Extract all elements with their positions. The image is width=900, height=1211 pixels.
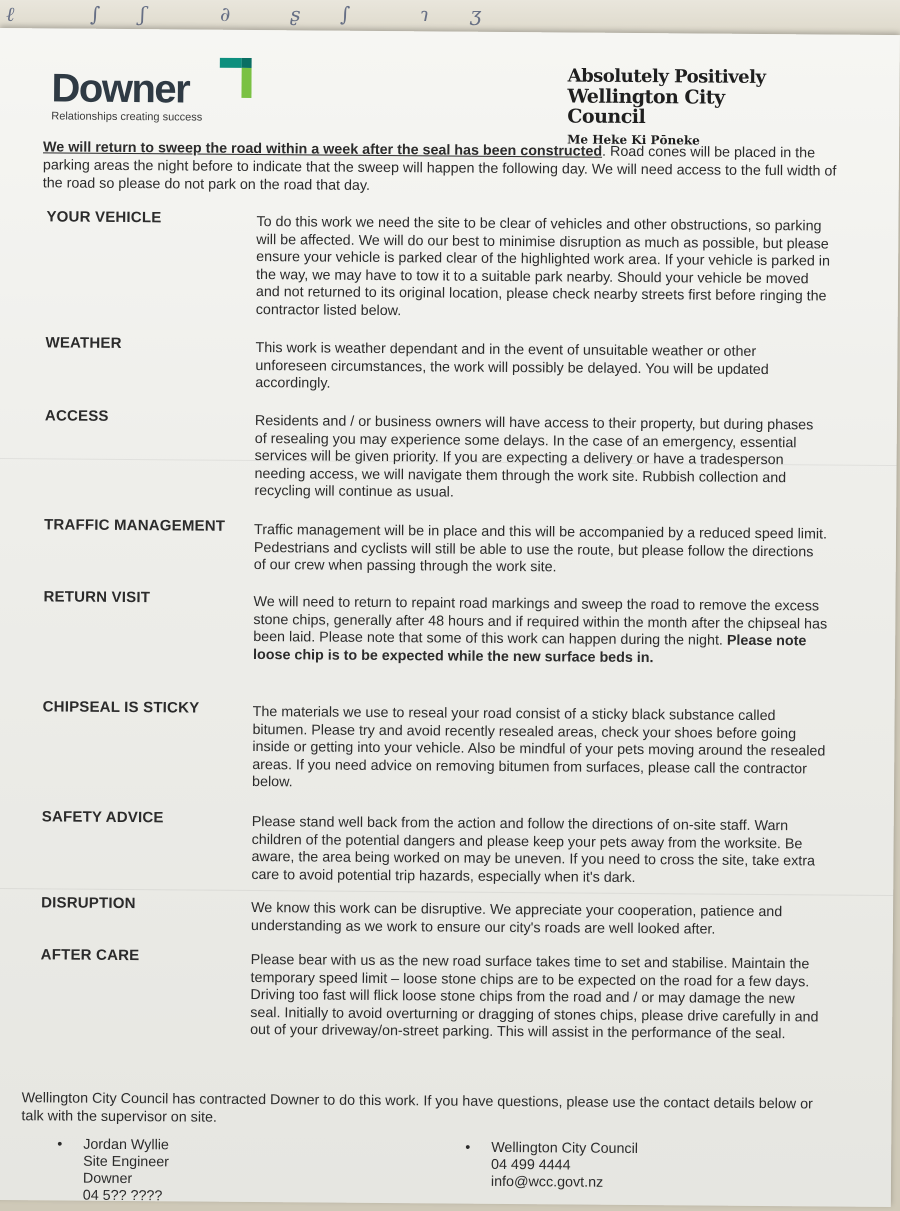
contact-phone: 04 499 4444 — [491, 1156, 571, 1174]
section-weather — [0, 334, 898, 392]
section-body: To do this work we need the site to be clear of vehicles and other obstructions, so parking will be affected. We will do our best to minimise disruption as much as possible, but please ensure your vehicle is parked clear of the highlighted work area. If your vehicle is parked in the way, we may have to tow it to a suitable park nearby. Should your vehicle be moved and not returned to its original location, please check nearby streets first before ringing the contractor listed below. — [255, 214, 831, 320]
section-body-text: We will need to return to repaint road markings and sweep the road to remove the excess stone chips, generally after 48 hours and if required within the month after the chipseal has been laid. Please note that some of this work can happen during the night. — [253, 594, 828, 649]
section-safety-advice — [0, 808, 894, 886]
section-heading: YOUR VEHICLE — [46, 208, 162, 227]
pen-scribble: ʂ — [290, 2, 301, 26]
section-heading: SAFETY ADVICE — [41, 808, 164, 827]
bullet: • — [465, 1139, 471, 1156]
contact-wcc — [465, 1139, 639, 1192]
section-heading: CHIPSEAL IS STICKY — [42, 698, 200, 717]
intro-text: . Road cones will be placed in the parking areas the night before to indicate that the sweep will happen the following day. We will need access to the full width of the road so please do not park on the road that day. — [42, 143, 837, 194]
contact-name: Jordan Wyllie — [83, 1136, 169, 1154]
section-heading: RETURN VISIT — [43, 588, 151, 607]
section-body: Traffic management will be in place and this will be accompanied by a reduced speed limit. Pedestrians and cyclists will still be able to use the route, but please follow the directions of our crew when passing through the work site. — [253, 522, 828, 576]
section-traffic-management — [0, 516, 896, 576]
notice-page — [0, 28, 900, 1207]
contact-role: Site Engineer — [83, 1153, 170, 1171]
contact-organisation: Wellington City Council — [491, 1139, 639, 1158]
downer-tagline: Relationships creating success — [51, 110, 203, 124]
footer — [21, 1090, 831, 1205]
wcc-logo — [567, 66, 808, 148]
contact-organisation: Downer — [82, 1170, 133, 1188]
pen-scribble: ℓ — [6, 2, 15, 26]
section-your-vehicle — [0, 208, 899, 320]
wcc-logo-line2: Wellington City Council — [567, 85, 725, 129]
section-chipseal-is-sticky — [0, 698, 895, 791]
section-body — [253, 594, 828, 669]
section-body: Residents and / or business owners will have access to their property, but during phases of resealing you may experience some delays. In the case of an emergency, essential services will be given priority. If you are expecting a delivery or have a tradesperson needing access, we will navigate them through the work site. Rubbish collection and recycling will continue as usual. — [254, 413, 814, 501]
section-body: We know this work can be disruptive. We appreciate your cooperation, patience and understanding as we work to ensure our city's roads are well looked after. — [250, 899, 783, 938]
pen-scribble: ∫ — [90, 2, 101, 26]
wcc-logo-line1: Absolutely Positively — [567, 65, 766, 89]
downer-logo-mark-icon — [219, 58, 251, 104]
downer-logo — [51, 56, 262, 128]
section-body-emphasis: Please note loose chip is to be expected while the new surface beds in. — [253, 632, 807, 666]
pen-scribble: ʒ — [470, 2, 482, 26]
section-heading: TRAFFIC MANAGEMENT — [44, 516, 226, 535]
section-heading: ACCESS — [44, 407, 109, 425]
section-return-visit — [0, 588, 896, 666]
pen-scribble: ∂ — [220, 2, 231, 26]
pen-scribble: ɿ — [420, 2, 430, 26]
section-body: This work is weather dependant and in the event of unsuitable weather or other unforeseen circumstances, the work will possibly be delayed. You will be updated accordingly. — [255, 340, 769, 392]
section-body: Please stand well back from the action and follow the directions of on-site staff. Warn children of the potential dangers and please keep your pets away from the worksite. Be aware, the area being worked on may be uneven. If you need to cross the site, take extra care to avoid potential trip hazards, especially when it's dark. — [251, 814, 816, 886]
wcc-logo-line3: Me Heke Ki Pōneke — [567, 132, 700, 148]
intro-paragraph — [43, 138, 843, 198]
section-heading: WEATHER — [45, 334, 122, 352]
contact-phone: 04 5?? ???? — [82, 1187, 163, 1205]
downer-wordmark: Downer — [51, 66, 190, 112]
section-access — [0, 407, 897, 501]
footer-paragraph: Wellington City Council has contracted Downer to do this work. If you have questions, please use the contact details below or talk with the supervisor on site. — [21, 1090, 813, 1126]
section-heading: DISRUPTION — [41, 894, 136, 913]
section-body: The materials we use to reseal your road consist of a sticky black substance called bitumen. Please try and avoid recently resealed areas, check your shoes before going inside or getting into your vehicle. Also be mindful of your pets moving around the resealed areas. If you need advice on removing bitumen from surfaces, please call the contractor below. — [252, 704, 826, 791]
section-disruption — [0, 894, 893, 938]
section-heading: AFTER CARE — [40, 946, 140, 965]
section-after-care — [0, 946, 893, 1043]
contact-downer — [57, 1136, 170, 1206]
contact-email: info@wcc.govt.nz — [490, 1173, 604, 1191]
intro-lead: We will return to sweep the road within a week after the seal has been constructed — [43, 139, 603, 160]
bullet: • — [57, 1136, 63, 1153]
pen-scribble: ʃ — [140, 2, 146, 26]
section-body: Please bear with us as the new road surface takes time to set and stabilise. Maintain the temporary speed limit – loose stone chips are to be expected on the road for a few days. Driving too fast will flick loose stone chips from the road and / or may damage the new seal. Initially to avoid overturning or dragging of stones chips, please drive carefully in and out of your driveway/on-street parking. This will assist in the performance of the seal. — [250, 951, 819, 1043]
pen-scribble: ∫ — [340, 2, 351, 26]
contact-list — [21, 1136, 831, 1205]
